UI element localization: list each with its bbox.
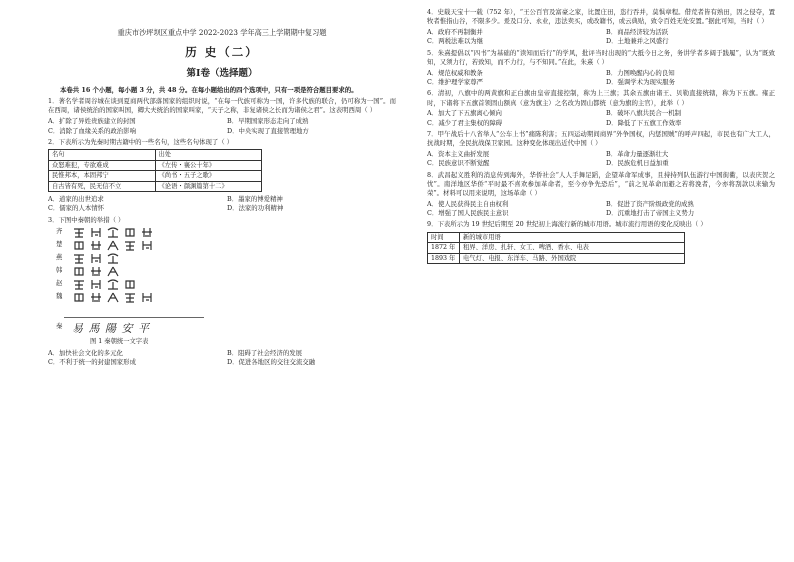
- table-cell: 1893 年: [428, 253, 460, 264]
- q8-option-c[interactable]: C．增强了国人民族民主意识: [427, 209, 509, 218]
- left-column: [48, 28, 396, 370]
- q3-options: [48, 349, 396, 368]
- q3-option-d[interactable]: D．促进各地区的交往交流交融: [227, 358, 316, 367]
- right-column: [427, 8, 775, 267]
- q8-stem: 8．武昌起义胜利的消息传到海外，华侨社会“人人手舞足蹈，企望革命军成事，且持持列队伍游行中国街衢，以表庆贺之忧”。南洋地区华侨“平时最不喜欢参加革命者，至今亦争先恐后”，“前之见革命而避之若将浼者，今亦将刮款以来输为荣”。材料可以用来说明，这场革命（ ）: [427, 170, 775, 198]
- q7-option-b[interactable]: B．革命力量逐渐壮大: [606, 149, 669, 158]
- q3-stem: 3．下图中秦朝的举措（ ）: [48, 215, 125, 224]
- q2-option-d[interactable]: D．法家的功利精神: [227, 204, 284, 213]
- q3-option-b[interactable]: B．阻碍了社会经济的发展: [227, 349, 302, 358]
- q7-options: [427, 150, 775, 169]
- glyph-row: [72, 253, 120, 264]
- q6-options: [427, 109, 775, 128]
- q1-options: [48, 117, 396, 136]
- ancient-glyph-icon: [140, 292, 154, 303]
- ancient-glyph-icon: [72, 292, 86, 303]
- q5-option-c[interactable]: C．维护理学家尊严: [427, 77, 484, 86]
- divider: [64, 317, 204, 318]
- table-cell: 自古皆有死，民无信不立: [49, 181, 156, 192]
- table-header-cell: 时间: [428, 232, 460, 243]
- q3-option-a[interactable]: A．加快社会文化的多元化: [48, 349, 123, 358]
- table-row: [428, 243, 685, 254]
- q1-option-b[interactable]: B．早期国家形态走向了成熟: [227, 117, 309, 126]
- table-header-cell: 出处: [155, 150, 262, 161]
- row-label-qin: 秦: [56, 321, 63, 330]
- table-row: [428, 253, 685, 264]
- q4-stem: 4．史载天宝十一载（752 年），“王公百官及富豪之家，比置庄田，恣行吞并，莫惧章程。借荒者皆有熟田，因之侵夺，置牧者惟指山谷，不限多少。爰及口分、永业，违法卖买，或改籍书，或云典贴，致令百姓无处安置。”据此可知，当时（ ）: [427, 8, 775, 26]
- q7-option-a[interactable]: A．资本主义曲折发展: [427, 149, 490, 158]
- ancient-glyph-icon: [106, 240, 120, 251]
- q5-option-a[interactable]: A．规范权威和教条: [427, 68, 483, 77]
- table-cell: 民惟邦本，本固邦宁: [49, 171, 156, 182]
- ancient-glyph-icon: [140, 227, 154, 238]
- section-title: 第Ⅰ卷（选择题）: [186, 68, 258, 80]
- q5-option-b[interactable]: B．力图唤醒内心的良知: [606, 68, 675, 77]
- q6-option-c[interactable]: C．减少了君主集权的障碍: [427, 118, 503, 127]
- row-label-han: 韩: [56, 265, 63, 274]
- q6-option-a[interactable]: A．加大了下五旗离心倾向: [427, 109, 502, 118]
- glyph-row: [72, 279, 137, 290]
- table-cell: 租界、洋房、扎轩、女工、啤酒、香水、电表: [460, 243, 685, 254]
- q1-option-c[interactable]: C．消除了血缘关系的政治影响: [48, 126, 136, 135]
- row-label-chu: 楚: [56, 239, 63, 248]
- q9-stem: 9．下表所示为 19 世纪后期至 20 世纪初上海流行新的城市用语。城市流行用语的变化反映出（ ）: [427, 220, 707, 229]
- ancient-glyph-icon: [89, 292, 103, 303]
- q2-stem: 2．下表所示为先秦时期古籍中的一些名句，这些名句体现了（ ）: [48, 137, 234, 146]
- ancient-glyph-icon: [89, 253, 103, 264]
- ancient-glyph-icon: [72, 227, 86, 238]
- school-title: 重庆市沙坪坝区重点中学 2022-2023 学年高三上学期期中复习题: [117, 28, 327, 37]
- ancient-glyph-icon: [123, 240, 137, 251]
- row-label-zhao: 赵: [56, 278, 63, 287]
- qin-script-row: 易 馬 陽 安 平: [72, 321, 150, 335]
- table-header-row: [49, 150, 262, 161]
- q5-stem: 5．朱熹提倡以“四书”为基础的“读知而后行”的学风，批评当时出现的“大抵今日之务，务讲学者多阔于践履”，认为“既致知，又须力行，若致知，而不力行，与不知同。”在此，朱熹（ ）: [427, 48, 775, 66]
- table-header-row: [428, 232, 685, 243]
- q6-option-b[interactable]: B．破坏八旗共民合一机制: [606, 109, 681, 118]
- q4-option-b[interactable]: B．商品经济较为活跃: [606, 28, 669, 37]
- ancient-glyph-icon: [140, 240, 154, 251]
- ancient-glyph-icon: [106, 292, 120, 303]
- subject-title: 历 史（二）: [185, 45, 259, 60]
- glyph-row: [72, 292, 154, 303]
- table-cell: 《尚书・五子之歌》: [155, 171, 262, 182]
- q3-option-c[interactable]: C．不利于统一的封建国家形成: [48, 358, 136, 367]
- ancient-glyph-icon: [72, 279, 86, 290]
- table-header-cell: 名句: [49, 150, 156, 161]
- q7-stem: 7．甲午战后十八省举人“公车上书”痛陈利害；五四运动期间商界“外争国权，内惩国贼”的呼声四起，市民也有广大工人，抗战时期，全民抗战保卫家园。这种变化体现出近代中国（ ）: [427, 129, 775, 148]
- glyph-row: [72, 227, 154, 238]
- q2-option-b[interactable]: B．墨家的博爱精神: [227, 195, 283, 204]
- ancient-glyph-icon: [106, 266, 120, 277]
- glyph-row: [72, 266, 120, 277]
- table-header-cell: 新的城市用语: [460, 232, 685, 243]
- q8-option-d[interactable]: D．沉重地打击了帝国主义势力: [606, 209, 695, 218]
- q8-option-a[interactable]: A．使人民获得民主自由权利: [427, 199, 509, 208]
- q9-table: [427, 232, 685, 265]
- ancient-glyph-icon: [89, 279, 103, 290]
- q2-table: [48, 149, 262, 192]
- q6-stem: 6．清初，八旗中的两黄旗和正白旗由皇帝直接控制，称为上三旗；其余五旗由诸王、贝勒直接统辖，称为下五旗。雍正时，下诸将下五旗首领固山额真（意为旗主）之名改为固山都统（意为旗的主官），此举（ ）: [427, 89, 775, 107]
- q1-option-d[interactable]: D．中央实现了直接管理地方: [227, 126, 309, 135]
- table-cell: 《论语・颜渊篇第十二》: [155, 181, 262, 192]
- ancient-glyph-icon: [106, 227, 120, 238]
- table-cell: 电气灯、电报、东洋车、马路、外国戏院: [460, 253, 685, 264]
- q5-option-d[interactable]: D．强调学术为现实服务: [606, 77, 676, 86]
- table-row: [49, 181, 262, 192]
- q2-option-c[interactable]: C．儒家的人本情怀: [48, 204, 105, 213]
- q4-options: [427, 28, 775, 47]
- script-comparison-figure: [56, 227, 206, 337]
- q4-option-d[interactable]: D．土地兼并之风盛行: [606, 37, 669, 46]
- ancient-glyph-icon: [89, 240, 103, 251]
- q2-options: [48, 195, 396, 214]
- q8-option-b[interactable]: B．促进了资产阶级政党的成熟: [606, 199, 694, 208]
- ancient-glyph-icon: [72, 240, 86, 251]
- ancient-glyph-icon: [72, 253, 86, 264]
- q6-option-d[interactable]: D．降低了下五旗工作效率: [606, 118, 682, 127]
- ancient-glyph-icon: [106, 279, 120, 290]
- ancient-glyph-icon: [123, 227, 137, 238]
- q1-option-a[interactable]: A．扩除了异姓贵族建立的封国: [48, 117, 136, 126]
- q7-option-d[interactable]: D．民族危机日益加重: [606, 159, 669, 168]
- ancient-glyph-icon: [106, 253, 120, 264]
- q1-stem: 1．著名学者周谷城在谈到夏商两代部落国家的组织时说，“在每一代族可称为一国，许多代族的联合，仍可称为一国”。而在西周，诸侯统治的国家叫国，卿大夫统治的国家叫家，“天子之称，非复诸侯之长而为诸侯之君”。这表明西周（ ）: [48, 97, 396, 115]
- ancient-glyph-icon: [123, 292, 137, 303]
- q8-options: [427, 200, 775, 219]
- q4-option-a[interactable]: A．政府不再制衡并: [427, 28, 483, 37]
- q7-option-c[interactable]: C．民族意识不断觉醒: [427, 159, 490, 168]
- q2-option-a[interactable]: A．道家的出世追求: [48, 195, 104, 204]
- q5-options: [427, 69, 775, 88]
- table-row: [49, 171, 262, 182]
- ancient-glyph-icon: [89, 266, 103, 277]
- ancient-glyph-icon: [89, 227, 103, 238]
- q4-option-c[interactable]: C．两税法难以为继: [427, 37, 484, 46]
- row-label-yan: 燕: [56, 252, 63, 261]
- row-label-qi: 齐: [56, 226, 63, 235]
- table-cell: 1872 年: [428, 243, 460, 254]
- row-label-wei: 魏: [56, 291, 63, 300]
- glyph-row: [72, 240, 154, 251]
- ancient-glyph-icon: [72, 266, 86, 277]
- ancient-glyph-icon: [123, 279, 137, 290]
- table-row: [49, 160, 262, 171]
- section-intro: 本卷共 16 个小题，每小题 3 分，共 48 分。在每小题给出的四个选项中，只有一项是符合题目要求的。: [60, 85, 358, 94]
- table-cell: 《左传・襄公十年》: [155, 160, 262, 171]
- table-cell: 众怒难犯，专欲难成: [49, 160, 156, 171]
- figure-caption: 图 1 秦朝统一文字表: [90, 337, 149, 345]
